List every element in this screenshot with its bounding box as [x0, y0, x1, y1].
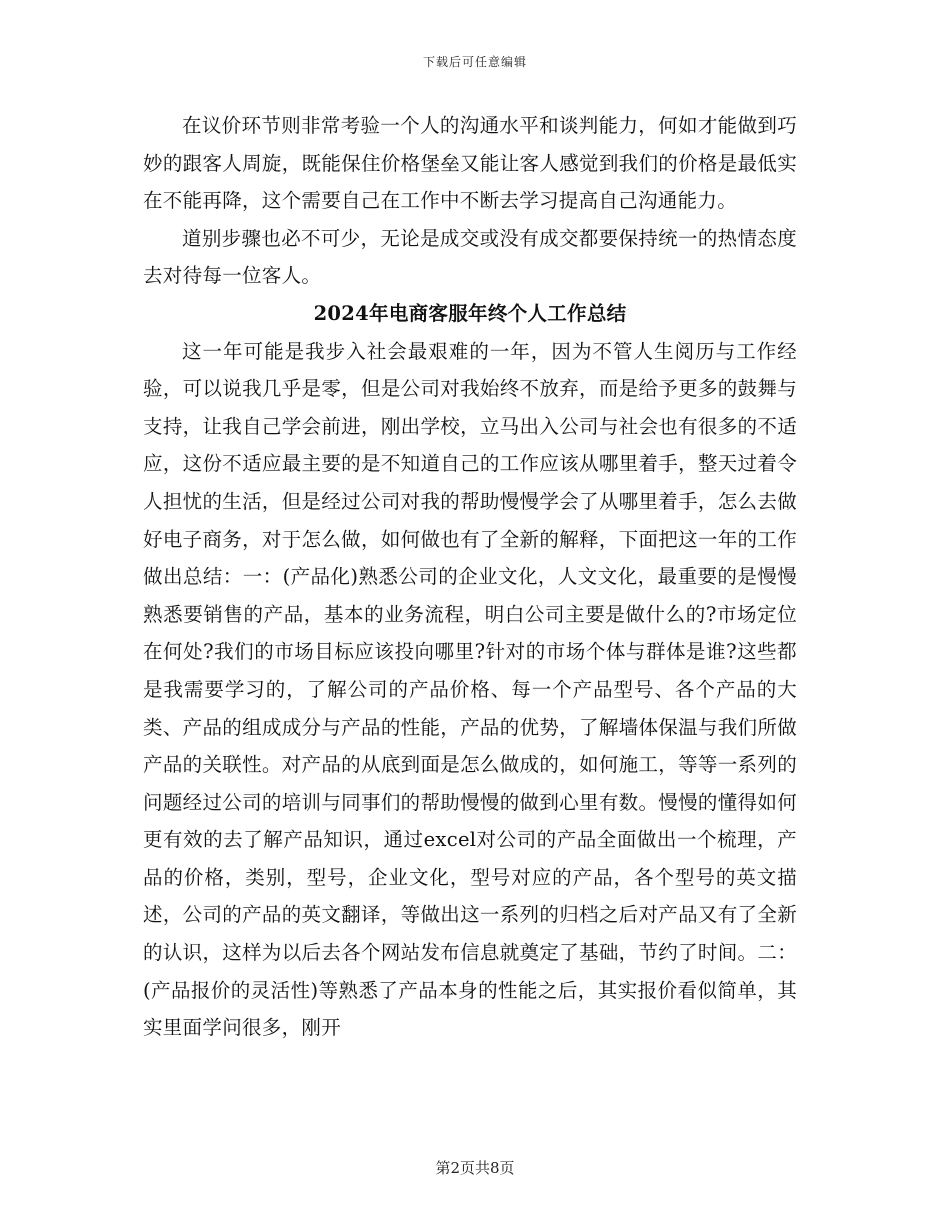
paragraph-summary: 这一年可能是我步入社会最艰难的一年，因为不管人生阅历与工作经验，可以说我几乎是零，但是公司对我始终不放弃，而是给予更多的鼓舞与支持，让我自己学会前进，刚出学校，立马出入公司与社会也有很多的不适应，这份不适应最主要的是不知道自己的工作应该从哪里着手，整天过着令人担忧的生活，但是经过公司对我的帮助慢慢学会了从哪里着手，怎么去做好电子商务，对于怎么做，如何做也有了全新的解释，下面把这一年的工作做出总结：一：(产品化)熟悉公司的企业文化，人文文化，最重要的是慢慢熟悉要销售的产品，基本的业务流程，明白公司主要是做什么的?市场定位在何处?我们的市场目标应该投向哪里?针对的市场个体与群体是谁?这些都是我需要学习的，了解公司的产品价格、每一个产品型号、各个产品的大类、产品的组成成分与产品的性能，产品的优势，了解墙体保温与我们所做产品的关联性。对产品的从底到面是怎么做成的，如何施工，等等一系列的问题经过公司的培训与同事们的帮助慢慢的做到心里有数。慢慢的懂得如何更有效的去了解产品知识，通过excel对公司的产品全面做出一个梳理，产品的价格，类别，型号，企业文化，型号对应的产品，各个型号的英文描述，公司的产品的英文翻译，等做出这一系列的归档之后对产品又有了全新的认识，这样为以后去各个网站发布信息就奠定了基础，节约了时间。二：(产品报价的灵活性)等熟悉了产品本身的性能之后，其实报价看似简单，其实里面学问很多，刚开	[143, 339, 797, 1040]
paragraph-farewell: 道别步骤也必不可少，无论是成交或没有成交都要保持统一的热情态度去对待每一位客人。	[143, 226, 797, 288]
paragraph-negotiation: 在议价环节则非常考验一个人的沟通水平和谈判能力，何如才能做到巧妙的跟客人周旋，既能保住价格堡垒又能让客人感觉到我们的价格是最低实在不能再降，这个需要自己在工作中不断去学习提高自己沟通能力。	[143, 114, 797, 213]
document-body	[143, 107, 797, 1047]
page-number: 第2页共8页	[435, 1159, 515, 1177]
document-title: 2024年电商客服年终个人工作总结	[313, 301, 627, 325]
page-header: 下载后可任意编辑	[422, 55, 527, 69]
